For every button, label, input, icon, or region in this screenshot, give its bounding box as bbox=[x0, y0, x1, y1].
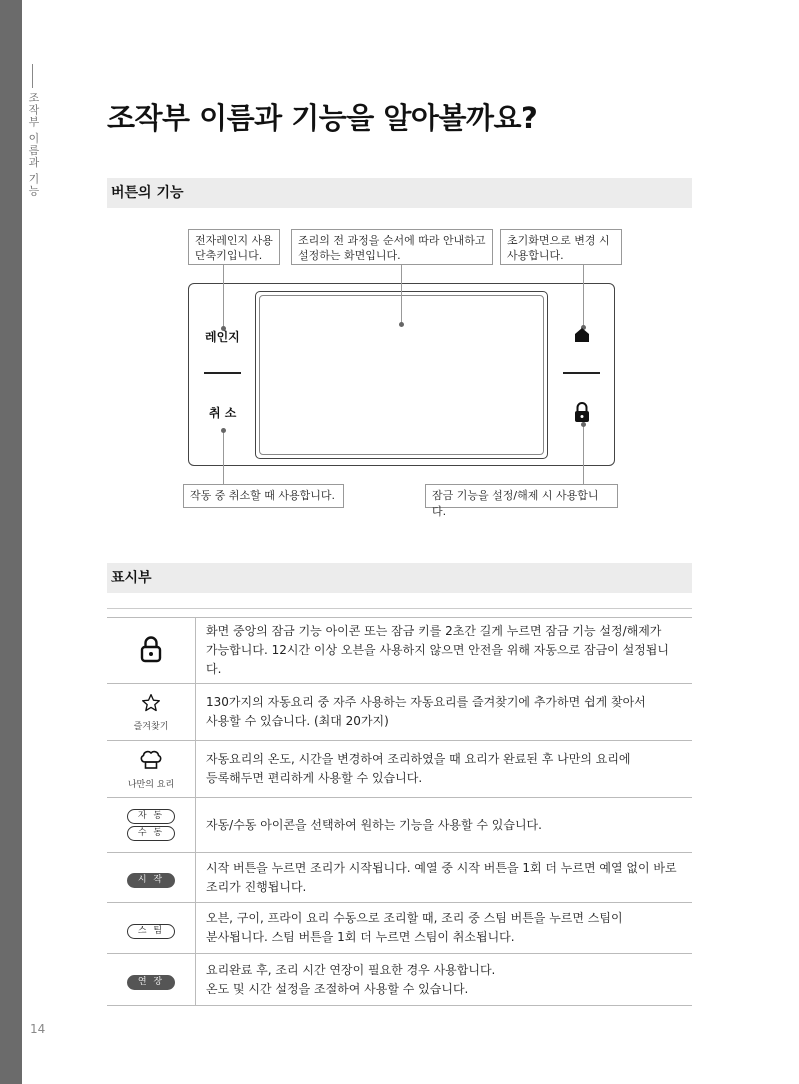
leader-home bbox=[583, 265, 584, 327]
table-row bbox=[107, 684, 692, 741]
desc-line: 오븐, 구이, 프라이 요리 수동으로 조리할 때, 조리 중 스팀 버튼을 누르면 스팀이 bbox=[206, 911, 623, 925]
left-key-divider bbox=[204, 372, 241, 374]
icon-cell bbox=[107, 903, 196, 954]
chef-hat-icon bbox=[139, 749, 163, 771]
table-row bbox=[107, 741, 692, 798]
home-icon[interactable] bbox=[573, 326, 591, 344]
steam-pill: 스 팀 bbox=[127, 924, 175, 939]
display-section-header: 표시부 bbox=[107, 563, 692, 593]
my-recipe-caption: 나만의 요리 bbox=[127, 779, 175, 790]
start-pill: 시 작 bbox=[127, 873, 175, 888]
page-title: 조작부 이름과 기능을 알아볼까요? bbox=[107, 101, 538, 135]
display-icons-table bbox=[107, 617, 692, 1006]
my-recipe-desc bbox=[196, 741, 693, 798]
callout-lock: 잠금 기능을 설정/해제 시 사용합니다. bbox=[425, 484, 618, 508]
callout-screen-line-2: 설정하는 화면입니다. bbox=[298, 249, 401, 262]
leader-screen-dot bbox=[399, 322, 404, 327]
extend-desc bbox=[196, 954, 693, 1006]
leader-lock bbox=[583, 424, 584, 485]
callout-home-line-1: 초기화면으로 변경 시 bbox=[507, 234, 610, 247]
table-row bbox=[107, 798, 692, 853]
table-row bbox=[107, 903, 692, 954]
table-row bbox=[107, 618, 692, 684]
callout-cancel: 작동 중 취소할 때 사용합니다. bbox=[183, 484, 344, 508]
chapter-sidebar-label: 조작부 이름과 기능 bbox=[27, 92, 40, 197]
callout-home bbox=[500, 229, 622, 265]
desc-line: 온도 및 시간 설정을 조절하여 사용할 수 있습니다. bbox=[206, 981, 469, 996]
start-desc bbox=[196, 853, 693, 903]
desc-line: 요리완료 후, 조리 시간 연장이 필요한 경우 사용합니다. bbox=[206, 962, 496, 977]
leader-screen bbox=[401, 265, 402, 324]
chapter-sidebar-bar bbox=[0, 0, 22, 1084]
desc-line: 사용할 수 있습니다. (최대 20가지) bbox=[206, 714, 389, 728]
table-top-rule bbox=[107, 608, 692, 609]
icon-cell bbox=[107, 684, 196, 741]
callout-range-line-2: 단축키입니다. bbox=[195, 249, 263, 262]
table-row bbox=[107, 853, 692, 903]
desc-line: 시작 버튼을 누르면 조리가 시작됩니다. 예열 중 시작 버튼을 1회 더 누르면 예열 없이 바로 bbox=[206, 860, 677, 875]
lock-icon bbox=[140, 635, 162, 663]
manual-pill: 수 동 bbox=[127, 826, 175, 841]
leader-cancel bbox=[223, 431, 224, 485]
callout-screen bbox=[291, 229, 493, 265]
cancel-key[interactable]: 취 소 bbox=[209, 406, 237, 420]
right-key-divider bbox=[563, 372, 600, 374]
desc-line: 등록해두면 편리하게 사용할 수 있습니다. bbox=[206, 771, 423, 785]
favorites-desc bbox=[196, 684, 693, 741]
icon-cell bbox=[107, 741, 196, 798]
desc-line: 조리가 진행됩니다. bbox=[206, 879, 307, 894]
leader-cancel-dot bbox=[221, 428, 226, 433]
lock-key-icon[interactable] bbox=[573, 401, 591, 423]
callout-range-shortcut bbox=[188, 229, 280, 265]
star-icon bbox=[141, 693, 161, 713]
icon-cell bbox=[107, 954, 196, 1006]
range-key[interactable]: 레인지 bbox=[205, 330, 240, 344]
desc-line: 자동요리의 온도, 시간을 변경하여 조리하였을 때 요리가 완료된 후 나만의 요리에 bbox=[206, 752, 631, 766]
icon-cell bbox=[107, 798, 196, 853]
desc-line: 가능합니다. 12시간 이상 오븐을 사용하지 않으면 안전을 위해 자동으로 잠금이 설정됩니다. bbox=[206, 643, 669, 676]
buttons-section-header: 버튼의 기능 bbox=[107, 178, 692, 208]
desc-line: 화면 중앙의 잠금 기능 아이콘 또는 잠금 키를 2초간 길게 누르면 잠금 기능 설정/해제가 bbox=[206, 624, 662, 638]
leader-range bbox=[223, 265, 224, 328]
desc-line: 130가지의 자동요리 중 자주 사용하는 자동요리를 즐겨찾기에 추가하면 쉽게 찾아서 bbox=[206, 695, 646, 709]
auto-manual-desc bbox=[196, 798, 693, 853]
table-row bbox=[107, 954, 692, 1006]
desc-line: 자동/수동 아이콘을 선택하여 원하는 기능을 사용할 수 있습니다. bbox=[206, 817, 542, 832]
icon-cell bbox=[107, 853, 196, 903]
chapter-sidebar-line bbox=[32, 64, 33, 88]
lock-desc bbox=[196, 618, 693, 684]
extend-pill: 연 장 bbox=[127, 975, 175, 990]
callout-home-line-2: 사용합니다. bbox=[507, 249, 564, 262]
auto-pill: 자 동 bbox=[127, 809, 175, 824]
callout-range-line-1: 전자레인지 사용 bbox=[195, 234, 273, 247]
desc-line: 분사됩니다. 스팀 버튼을 1회 더 누르면 스팀이 취소됩니다. bbox=[206, 930, 515, 944]
icon-cell bbox=[107, 618, 196, 684]
steam-desc bbox=[196, 903, 693, 954]
page-number: 14 bbox=[30, 1022, 46, 1036]
callout-screen-line-1: 조리의 전 과정을 순서에 따라 안내하고 bbox=[298, 234, 486, 247]
favorites-caption: 즐겨찾기 bbox=[133, 721, 169, 732]
